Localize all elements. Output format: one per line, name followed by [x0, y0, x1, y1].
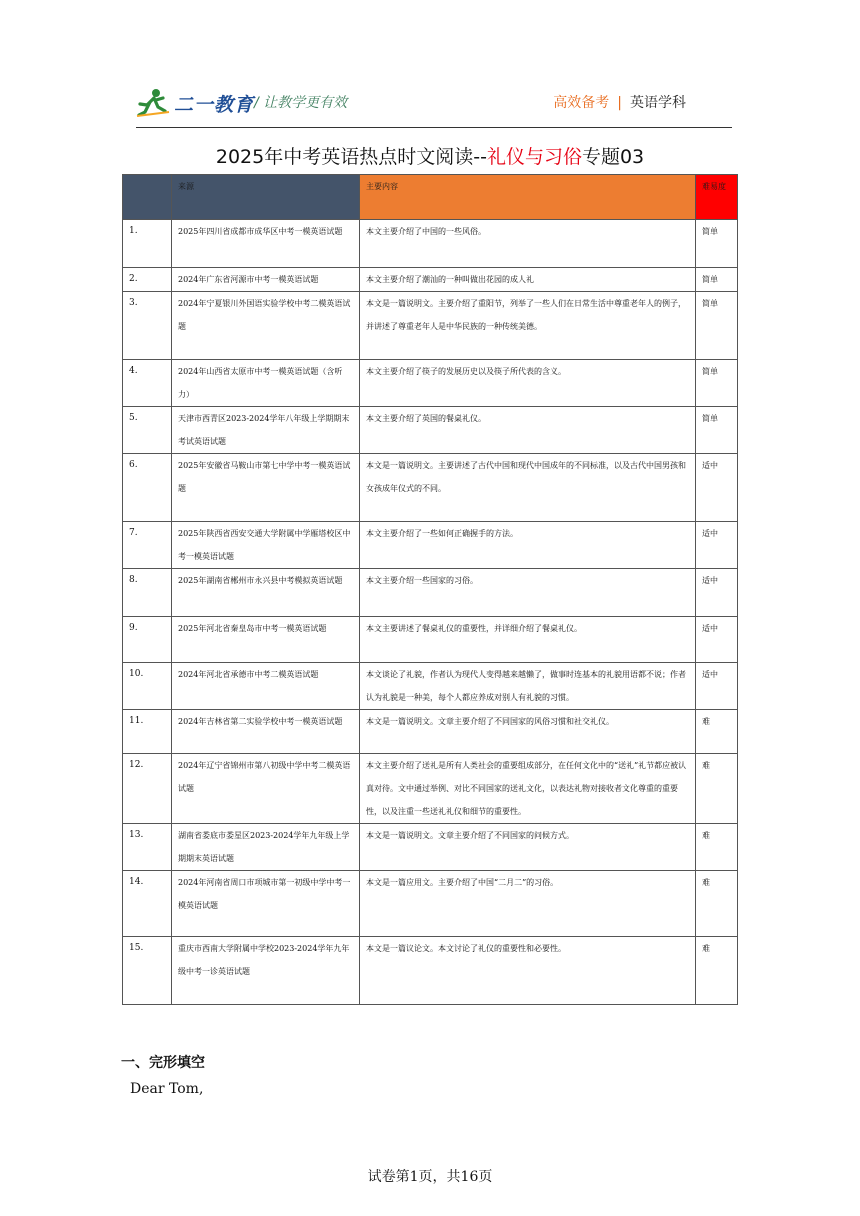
- header-index: [123, 175, 172, 220]
- row-source: 2024年河南省周口市项城市第一初级中学中考一模英语试题: [172, 871, 360, 937]
- table-row: [123, 710, 738, 754]
- row-index: 4.: [123, 360, 172, 407]
- table-row: [123, 292, 738, 360]
- row-content: 本文主要介绍了送礼是所有人类社会的重要组成部分，在任何文化中的“送礼”礼节都应被认真对待。文中通过举例、对比不同国家的送礼文化，以表达礼物对接收者文化尊重的重要性，以及注重一些送礼礼仪和细节的重要性。: [360, 754, 696, 824]
- row-difficulty: 简单: [696, 220, 738, 268]
- logo-text: 二一教育: [174, 93, 255, 116]
- header-difficulty: 难易度: [696, 175, 738, 220]
- row-source: 2024年宁夏银川外国语实验学校中考二模英语试题: [172, 292, 360, 360]
- row-index: 5.: [123, 407, 172, 454]
- row-content: 本文是一篇说明文。主要介绍了重阳节，列举了一些人们在日常生活中尊重老年人的例子，并讲述了尊重老年人是中华民族的一种传统美德。: [360, 292, 696, 360]
- row-index: 3.: [123, 292, 172, 360]
- runner-logo-icon: [136, 88, 170, 118]
- table-row: [123, 268, 738, 292]
- page-footer: 试卷第1页，共16页: [367, 1169, 493, 1185]
- page-title: [0, 142, 860, 169]
- table-row: [123, 871, 738, 937]
- row-source: 2024年吉林省第二实验学校中考一模英语试题: [172, 710, 360, 754]
- row-index: 1.: [123, 220, 172, 268]
- row-source: 2025年四川省成都市成华区中考一模英语试题: [172, 220, 360, 268]
- row-difficulty: 简单: [696, 360, 738, 407]
- row-content: 本文是一篇说明文。主要讲述了古代中国和现代中国成年的不同标准，以及古代中国男孩和女孩成年仪式的不同。: [360, 454, 696, 522]
- table-row: [123, 454, 738, 522]
- row-content: 本文是一篇说明文。文章主要介绍了不同国家的问候方式。: [360, 824, 696, 871]
- table-row: [123, 754, 738, 824]
- row-content: 本文主要介绍了筷子的发展历史以及筷子所代表的含义。: [360, 360, 696, 407]
- row-content: 本文是一篇应用文。主要介绍了中国“二月二”的习俗。: [360, 871, 696, 937]
- table-header-row: [123, 175, 738, 220]
- row-source: 2025年湖南省郴州市永兴县中考模拟英语试题: [172, 569, 360, 617]
- row-difficulty: 难: [696, 871, 738, 937]
- row-difficulty: 适中: [696, 569, 738, 617]
- title-prefix: 2025年中考英语热点时文阅读--: [215, 146, 487, 168]
- row-difficulty: 适中: [696, 522, 738, 569]
- row-content: 本文主要介绍一些国家的习俗。: [360, 569, 696, 617]
- row-content: 本文主要讲述了餐桌礼仪的重要性，并详细介绍了餐桌礼仪。: [360, 617, 696, 663]
- row-index: 2.: [123, 268, 172, 292]
- row-difficulty: 难: [696, 824, 738, 871]
- row-source: 重庆市西南大学附属中学校2023-2024学年九年级中考一诊英语试题: [172, 937, 360, 1005]
- row-content: 本文是一篇议论文。本文讨论了礼仪的重要性和必要性。: [360, 937, 696, 1005]
- row-source: 2024年山西省太原市中考一模英语试题（含听力）: [172, 360, 360, 407]
- row-source: 2025年安徽省马鞍山市第七中学中考一模英语试题: [172, 454, 360, 522]
- article-table: [122, 174, 738, 1005]
- header-source: 来源: [172, 175, 360, 220]
- table-row: [123, 407, 738, 454]
- row-index: 15.: [123, 937, 172, 1005]
- letter-greeting: Dear Tom,: [130, 1081, 204, 1097]
- row-source: 2024年辽宁省锦州市第八初级中学中考二模英语试题: [172, 754, 360, 824]
- header-right: [553, 92, 686, 112]
- page-header: [136, 86, 732, 126]
- logo: [136, 86, 254, 120]
- row-index: 7.: [123, 522, 172, 569]
- row-content: 本文谈论了礼貌，作者认为现代人变得越来越懒了，做事时连基本的礼貌用语都不说；作者认为礼貌是一种美，每个人都应养成对别人有礼貌的习惯。: [360, 663, 696, 710]
- row-index: 8.: [123, 569, 172, 617]
- row-index: 10.: [123, 663, 172, 710]
- table-row: [123, 220, 738, 268]
- row-content: 本文主要介绍了一些如何正确握手的方法。: [360, 522, 696, 569]
- row-difficulty: 适中: [696, 617, 738, 663]
- header-tag-exam: 高效备考: [553, 95, 610, 111]
- row-index: 13.: [123, 824, 172, 871]
- title-suffix: 专题03: [581, 146, 645, 168]
- row-content: 本文是一篇说明文。文章主要介绍了不同国家的风俗习惯和社交礼仪。: [360, 710, 696, 754]
- table-row: [123, 663, 738, 710]
- row-difficulty: 简单: [696, 268, 738, 292]
- table-row: [123, 617, 738, 663]
- row-index: 9.: [123, 617, 172, 663]
- row-difficulty: 难: [696, 937, 738, 1005]
- row-difficulty: 简单: [696, 407, 738, 454]
- row-source: 2025年河北省秦皇岛市中考一模英语试题: [172, 617, 360, 663]
- title-highlight: 礼仪与习俗: [486, 146, 582, 168]
- table-row: [123, 569, 738, 617]
- row-index: 6.: [123, 454, 172, 522]
- row-index: 14.: [123, 871, 172, 937]
- row-difficulty: 适中: [696, 663, 738, 710]
- row-index: 11.: [123, 710, 172, 754]
- row-index: 12.: [123, 754, 172, 824]
- table-row: [123, 522, 738, 569]
- row-difficulty: 难: [696, 754, 738, 824]
- row-difficulty: 适中: [696, 454, 738, 522]
- row-source: 2024年广东省河源市中考一模英语试题: [172, 268, 360, 292]
- row-difficulty: 简单: [696, 292, 738, 360]
- header-tag-subject: 英语学科: [630, 95, 686, 111]
- header-separator: |: [617, 95, 622, 111]
- header-divider: [136, 127, 732, 128]
- header-content: 主要内容: [360, 175, 696, 220]
- section-title: 一、完形填空: [121, 1055, 205, 1071]
- row-source: 2024年河北省承德市中考二模英语试题: [172, 663, 360, 710]
- row-content: 本文主要介绍了英国的餐桌礼仪。: [360, 407, 696, 454]
- row-source: 湖南省娄底市娄星区2023-2024学年九年级上学期期末英语试题: [172, 824, 360, 871]
- row-source: 2025年陕西省西安交通大学附属中学雁塔校区中考一模英语试题: [172, 522, 360, 569]
- table-row: [123, 824, 738, 871]
- table-row: [123, 937, 738, 1005]
- slogan: / 让教学更有效: [254, 95, 348, 111]
- row-content: 本文主要介绍了中国的一些风俗。: [360, 220, 696, 268]
- row-source: 天津市西青区2023-2024学年八年级上学期期末考试英语试题: [172, 407, 360, 454]
- table-row: [123, 360, 738, 407]
- row-content: 本文主要介绍了潮汕的一种叫做出花园的成人礼: [360, 268, 696, 292]
- row-difficulty: 难: [696, 710, 738, 754]
